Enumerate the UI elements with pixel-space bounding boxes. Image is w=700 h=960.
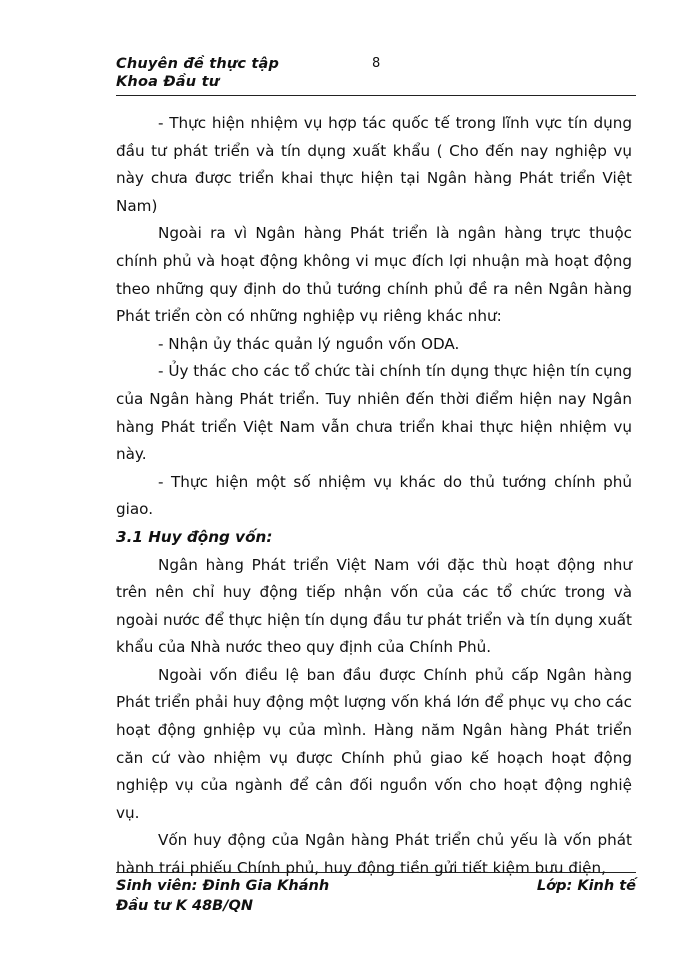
footer-student: Sinh viên: Đinh Gia Khánh — [116, 878, 330, 894]
paragraph: Ngân hàng Phát triển Việt Nam với đặc thù hoạt động như trên nên chỉ huy động tiếp nhận vốn của các tổ chức trong và ngoài nước để thực hiện tín dụng đầu tư phát triển và tín dụng xuất khẩu của Nhà nước theo quy định của Chính Phủ. — [116, 555, 632, 657]
page-header — [116, 55, 636, 96]
paragraph: - Ủy thác cho các tổ chức tài chính tín dụng thực hiện tín cụng của Ngân hàng Phát triển. Tuy nhiên đến thời điểm hiện nay Ngân hàng Phát triển Việt Nam vẫn chưa triển khai thực hiện nhiệm vụ này. — [116, 362, 632, 464]
footer-line1 — [116, 876, 636, 896]
document-body — [116, 110, 632, 883]
paragraph: - Thực hiện nhiệm vụ hợp tác quốc tế trong lĩnh vực tín dụng đầu tư phát triển và tín dụng xuất khẩu ( Cho đến nay nghiệp vụ này chưa được triển khai thực hiện tại Ngân hàng Phát triển Việt Nam) — [116, 114, 632, 215]
paragraph: Ngoài ra vì Ngân hàng Phát triển là ngân hàng trực thuộc chính phủ và hoạt động không vi mục đích lợi nhuận mà hoạt động theo những quy định do thủ tướng chính phủ đề ra nên Ngân hàng Phát triển còn có những nghiệp vụ riêng khác như: — [116, 224, 632, 326]
header-title-line1: Chuyên đề thực tập — [116, 56, 280, 72]
footer-class-label: Lớp: Kinh tế — [536, 878, 636, 894]
paragraph: Vốn huy động của Ngân hàng Phát triển chủ yếu là vốn phát hành trái phiếu Chính phủ, huy động tiền gửi tiết kiệm bưu điện, — [116, 831, 632, 878]
footer-class-line2: Đầu tư K 48B/QN — [116, 898, 253, 914]
page-footer — [116, 872, 636, 916]
header-title-line2: Khoa Đầu tư — [116, 74, 220, 90]
section-heading: 3.1 Huy động vốn: — [116, 527, 273, 546]
paragraph: Ngoài vốn điều lệ ban đầu được Chính phủ cấp Ngân hàng Phát triển phải huy động một lượng vốn khá lớn để phục vụ cho các hoạt động gnhiệp vụ của mình. Hàng năm Ngân hàng Phát triển căn cứ vào nhiệm vụ được Chính phủ giao kế hoạch hoạt động nghiệp vụ của ngành để cân đối nguồn vốn cho hoạt động nghiệ vụ. — [116, 665, 632, 822]
page-number: 8 — [372, 56, 381, 71]
footer-line2 — [116, 896, 636, 916]
paragraph: - Thực hiện một số nhiệm vụ khác do thủ tướng chính phủ giao. — [116, 472, 632, 519]
paragraph: - Nhận ủy thác quản lý nguồn vốn ODA. — [158, 334, 460, 353]
